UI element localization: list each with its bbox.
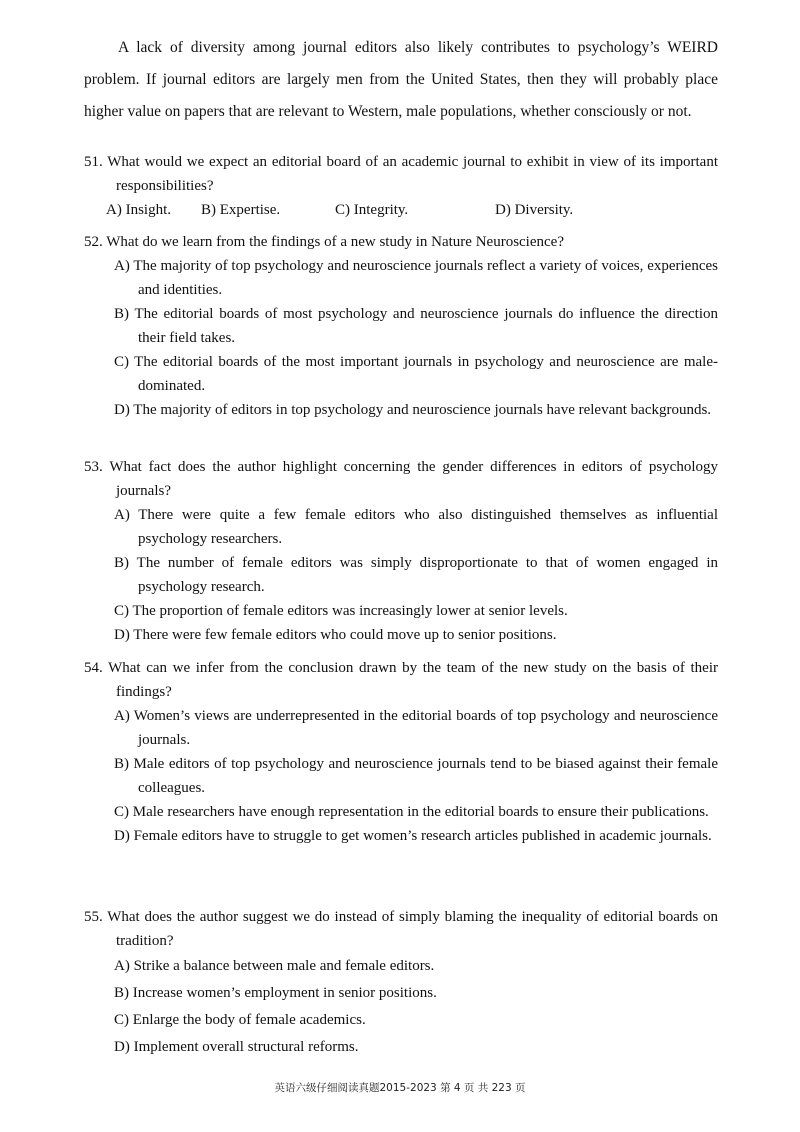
question-52: [84, 230, 718, 422]
option-c: C) Enlarge the body of female academics.: [114, 1012, 366, 1028]
intro-line: A lack of diversity among journal editors also likely contributes to psychology’s WEIRD: [118, 39, 718, 56]
page-footer: 英语六级仔细阅读真题2015-2023 第 4 页 共 223 页: [274, 1082, 526, 1094]
intro-line: higher value on papers that are relevant to Western, male populations, whether consciously or not.: [84, 103, 692, 120]
option-b: B) The editorial boards of most psychology and neuroscience journals do influence the direction their field takes.: [114, 306, 718, 346]
option-b: B) The number of female editors was simply disproportionate to that of women engaged in psychology research.: [114, 555, 718, 595]
question-51: [84, 150, 718, 222]
option-a: A) Insight.: [106, 202, 171, 218]
question-53: [84, 455, 718, 647]
option-d: D) Implement overall structural reforms.: [114, 1039, 359, 1055]
question-stem: 52. What do we learn from the findings of a new study in Nature Neuroscience?: [84, 234, 564, 250]
option-d: D) Diversity.: [495, 202, 574, 218]
option-a: A) There were quite a few female editors who also distinguished themselves as influential psychology researchers.: [114, 507, 718, 547]
option-d: D) There were few female editors who could move up to senior positions.: [114, 627, 557, 643]
option-b: B) Expertise.: [201, 202, 281, 218]
intro-paragraph: [84, 32, 718, 128]
option-c: C) The editorial boards of the most important journals in psychology and neuroscience are male-dominated.: [114, 354, 718, 394]
question-stem: 51. What would we expect an editorial board of an academic journal to exhibit in view of its important responsibilities?: [84, 154, 718, 194]
question-stem: 55. What does the author suggest we do instead of simply blaming the inequality of editorial boards on tradition?: [84, 909, 718, 949]
option-c: C) Male researchers have enough representation in the editorial boards to ensure their publications.: [114, 804, 709, 820]
question-stem: 53. What fact does the author highlight concerning the gender differences in editors of psychology journals?: [84, 459, 718, 499]
option-d: D) The majority of editors in top psychology and neuroscience journals have relevant backgrounds.: [114, 402, 712, 418]
option-a: A) Strike a balance between male and female editors.: [114, 958, 435, 974]
option-c: C) Integrity.: [335, 202, 409, 218]
option-a: A) The majority of top psychology and neuroscience journals reflect a variety of voices, experiences and identities.: [114, 258, 718, 298]
option-row: [106, 198, 718, 222]
intro-line: problem. If journal editors are largely men from the United States, then they will probably place: [84, 71, 718, 88]
option-d: D) Female editors have to struggle to get women’s research articles published in academic journals.: [114, 828, 712, 844]
question-54: [84, 656, 718, 848]
option-b: B) Male editors of top psychology and neuroscience journals tend to be biased against their female colleagues.: [114, 756, 718, 796]
option-b: B) Increase women’s employment in senior positions.: [114, 985, 437, 1001]
question-stem: 54. What can we infer from the conclusion drawn by the team of the new study on the basis of their findings?: [84, 660, 718, 700]
option-a: A) Women’s views are underrepresented in the editorial boards of top psychology and neuroscience journals.: [114, 708, 718, 748]
question-55: [84, 905, 718, 1061]
option-c: C) The proportion of female editors was increasingly lower at senior levels.: [114, 603, 568, 619]
